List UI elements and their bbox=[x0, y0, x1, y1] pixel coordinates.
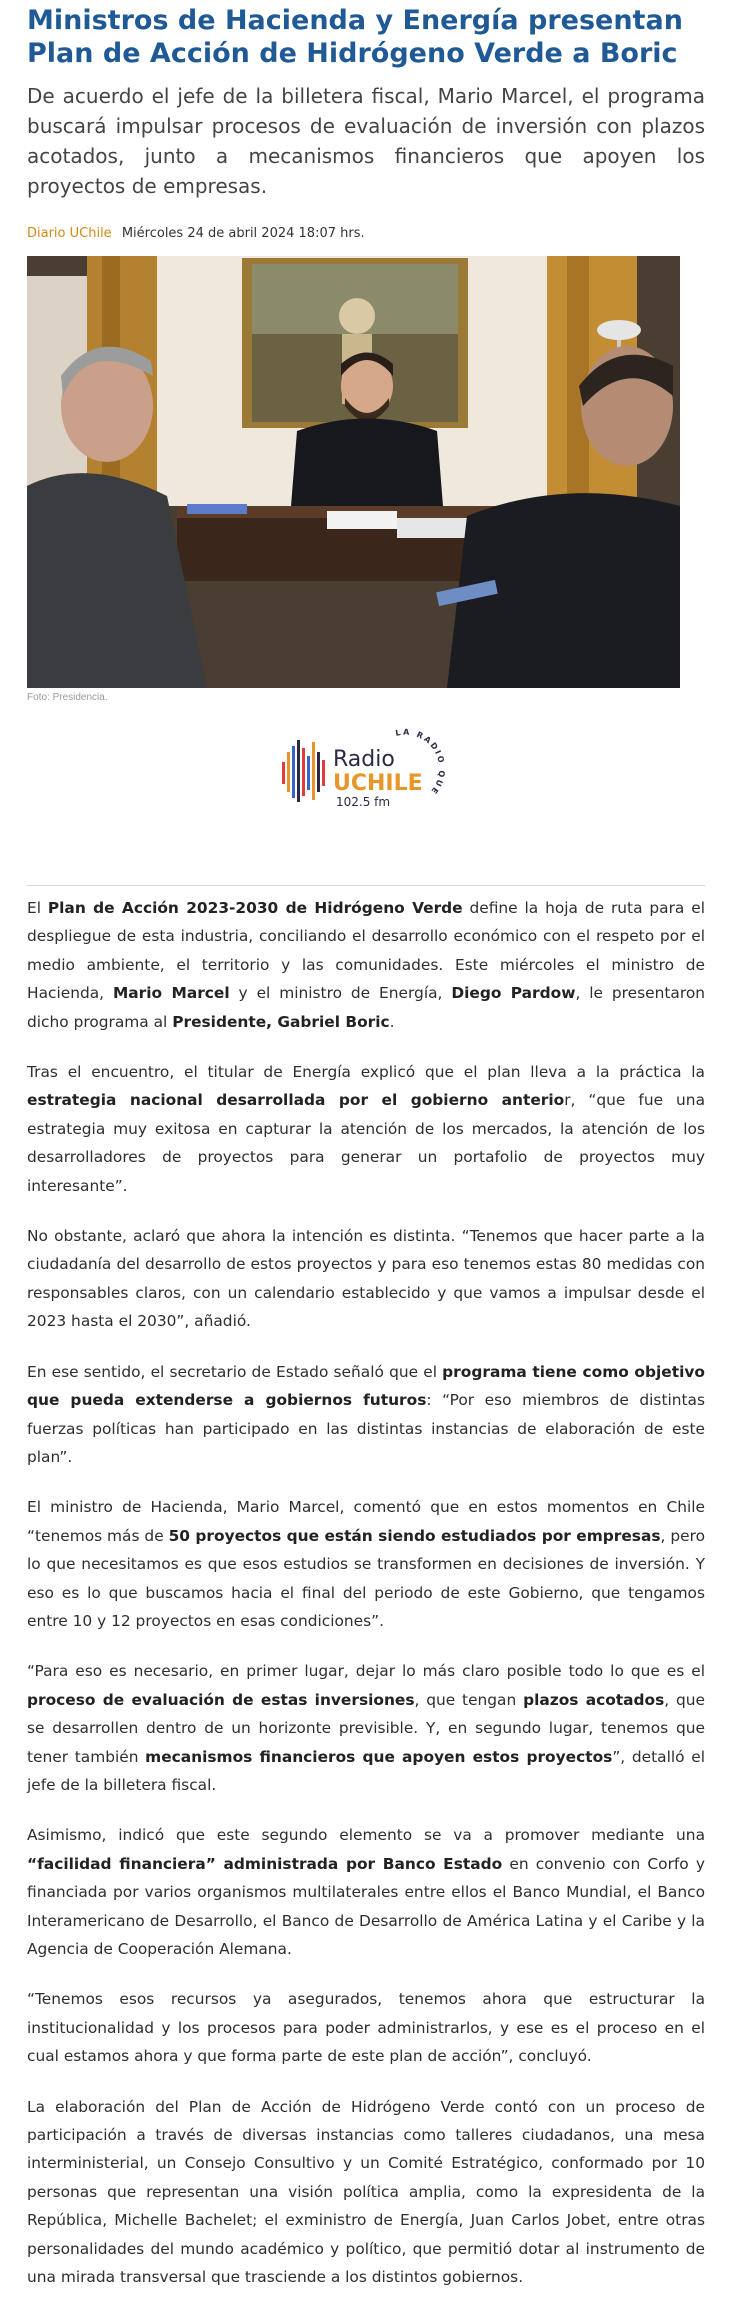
text-run: Asimismo, indicó que este segundo elemento se va a promover mediante una bbox=[27, 1826, 705, 1845]
article-paragraph bbox=[27, 894, 705, 1036]
article-paragraph bbox=[27, 1358, 705, 1472]
text-run: En ese sentido, el secretario de Estado señaló que el bbox=[27, 1362, 443, 1381]
text-run: Tras el encuentro, el titular de Energía explicó que el plan lleva a la práctica la bbox=[27, 1063, 705, 1082]
text-run: ”, detalló el jefe de la billetera fiscal. bbox=[27, 1747, 705, 1794]
text-run: , le presentaron dicho programa al bbox=[27, 984, 705, 1031]
text-run: : “Por eso miembros de distintas fuerzas políticas han participado en las distintas instancias de elaboración de este plan”. bbox=[27, 1391, 705, 1466]
text-run: , pero lo que necesitamos es que esos estudios se transformen en decisiones de inversión. Y eso es lo que buscamos hacia el final del periodo de este Gobierno, que tengamos entre 10 y 12 proyectos en esas condiciones”. bbox=[27, 1526, 705, 1630]
bold-text: 50 proyectos que están siendo estudiados por empresas bbox=[168, 1526, 661, 1545]
photo-illustration bbox=[27, 256, 680, 688]
article-paragraph bbox=[27, 1821, 705, 1963]
logo-frequency-text: 102.5 fm bbox=[336, 795, 391, 809]
source-link[interactable]: Diario UChile bbox=[27, 226, 112, 241]
radio-uchile-logo[interactable] bbox=[278, 722, 458, 818]
article-body bbox=[27, 894, 705, 2313]
section-divider bbox=[27, 885, 705, 886]
bold-text: “facilidad financiera” administrada por Banco Estado bbox=[27, 1854, 503, 1873]
text-run: La elaboración del Plan de Acción de Hidrógeno Verde contó con un proceso de participación a través de diversas instancias como talleres ciudadanos, una mesa interministerial, un Consejo Consultivo y un Comité Estratégico, conformado por 10 personas que representan una visión política amplia, como la expresidenta de la República, Michelle Bachelet; el exministro de Energía, Juan Carlos Jobet, entre otras personalidades del mundo académico y político, que permitió dotar al instrumento de una mirada transversal que trasciende a los distintos gobiernos. bbox=[27, 2097, 705, 2287]
bold-text: Presidente, Gabriel Boric bbox=[172, 1012, 390, 1031]
bold-text: programa tiene como objetivo que pueda extenderse a gobiernos futuros bbox=[27, 1362, 705, 1410]
article-paragraph bbox=[27, 1222, 705, 1336]
text-run: r, “que fue una estrategia muy exitosa en capturar la atención de los mercados, la atención de los desarrolladores de proyectos para generar un portafolio de proyectos muy interesante”. bbox=[27, 1091, 705, 1195]
article-paragraph bbox=[27, 1493, 705, 1635]
text-run: No obstante, aclaró que ahora la intención es distinta. “Tenemos que hacer parte a la ciudadanía del desarrollo de estos proyectos y para eso tenemos estas 80 medidas con responsables claros, con un calendario establecido y que vamos a impulsar desde el 2023 hasta el 2030”, añadió. bbox=[27, 1227, 705, 1331]
bold-text: proceso de evaluación de estas inversiones bbox=[27, 1690, 415, 1709]
text-run: “Tenemos esos recursos ya asegurados, tenemos ahora que estructurar la institucionalidad y los procesos para poder administrarlos, y ese es el proceso en el cual estamos ahora y que forma parte de este plan de acción”, concluyó. bbox=[27, 1990, 705, 2066]
photo-caption: Foto: Presidencia. bbox=[27, 692, 108, 703]
text-run: “Para eso es necesario, en primer lugar, dejar lo más claro posible todo lo que es el bbox=[27, 1662, 705, 1681]
text-run: define la hoja de ruta para el despliegue de esta industria, conciliando el desarrollo económico con el respeto por el medio ambiente, el territorio y las comunidades. Este miércoles el ministro de Hacienda, bbox=[27, 899, 705, 1003]
bold-text: mecanismos financieros que apoyen estos proyectos bbox=[145, 1747, 613, 1766]
radio-logo-graphic bbox=[278, 722, 458, 818]
equalizer-icon bbox=[282, 740, 325, 802]
text-run: en convenio con Corfo y financiada por varios organismos multilaterales entre ellos el Banco Mundial, el Banco Interamericano de Desarrollo, el Banco de Desarrollo de América Latina y el Caribe y la Agencia de Cooperación Alemana. bbox=[27, 1854, 706, 1958]
text-run: El ministro de Hacienda, Mario Marcel, comentó que en estos momentos en Chile “tenemos más de bbox=[27, 1498, 705, 1545]
logo-brand-text: UCHILE bbox=[333, 771, 423, 796]
article-summary: De acuerdo el jefe de la billetera fiscal, Mario Marcel, el programa buscará impulsar procesos de evaluación de inversión con plazos acotados, junto a mecanismos financieros que apoyen los proyectos de empresas. bbox=[27, 84, 705, 198]
bold-text: plazos acotados bbox=[523, 1690, 665, 1709]
article-meta bbox=[27, 225, 365, 243]
article-paragraph bbox=[27, 1058, 705, 1200]
bold-text: Plan de Acción 2023-2030 de Hidrógeno Verde bbox=[47, 899, 463, 917]
text-run: , que se desarrollen dentro de un horizonte previsible. Y, en segundo lugar, tenemos que tener también bbox=[27, 1690, 705, 1766]
article-paragraph bbox=[27, 1985, 705, 2070]
headline: Ministros de Hacienda y Energía presentan Plan de Acción de Hidrógeno Verde a Boric bbox=[27, 5, 683, 69]
bold-text: estrategia nacional desarrollada por el gobierno anterio bbox=[27, 1091, 565, 1110]
logo-radio-text: Radio bbox=[333, 747, 395, 772]
text-run: , que tengan bbox=[414, 1690, 524, 1709]
text-run: y el ministro de Energía, bbox=[229, 984, 452, 1003]
logo-arc-text: LA RADIO QUE bbox=[394, 727, 447, 797]
bold-text: Mario Marcel bbox=[112, 984, 230, 1003]
text-run: El bbox=[27, 899, 48, 917]
bold-text: Diego Pardow bbox=[451, 984, 576, 1003]
article-paragraph bbox=[27, 2093, 705, 2292]
article-paragraph bbox=[27, 1657, 705, 1799]
article-photo bbox=[27, 256, 680, 688]
text-run: . bbox=[389, 1012, 395, 1031]
publish-date: Miércoles 24 de abril 2024 18:07 hrs. bbox=[121, 226, 365, 241]
